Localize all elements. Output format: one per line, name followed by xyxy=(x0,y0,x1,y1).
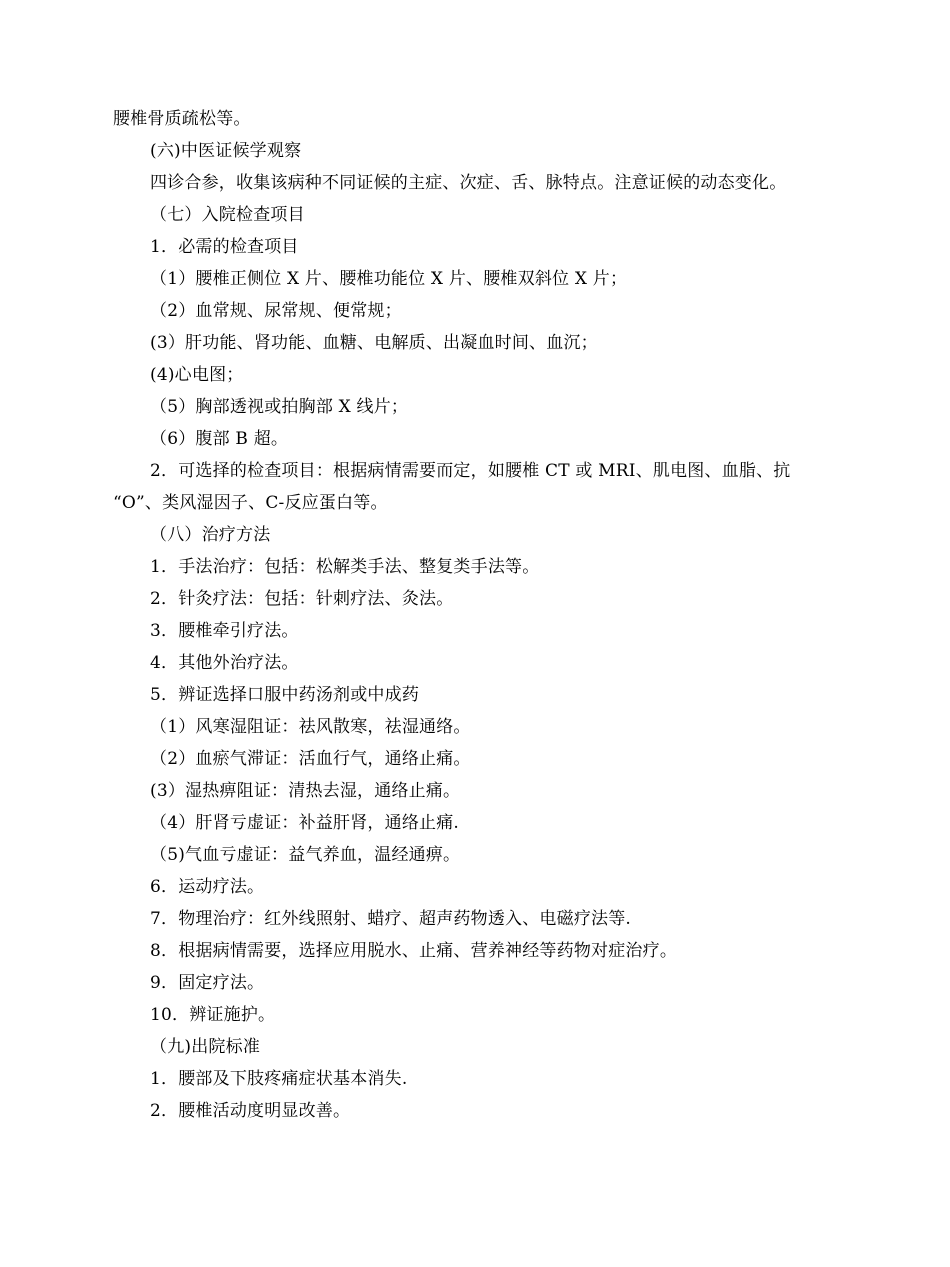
section-heading: （八）治疗方法 xyxy=(150,525,271,545)
text-line: 9．固定疗法。 xyxy=(150,973,265,993)
text-line: 2．针灸疗法：包括：针刺疗法、灸法。 xyxy=(150,589,454,609)
section-heading: （九)出院标准 xyxy=(150,1037,261,1057)
text-line: “O”、类风湿因子、C-反应蛋白等。 xyxy=(113,493,388,513)
text-line: （6）腹部 B 超。 xyxy=(150,429,289,449)
text-line: （4）肝肾亏虚证：补益肝肾，通络止痛. xyxy=(150,813,460,833)
text-line: 1．腰部及下肢疼痛症状基本消失. xyxy=(150,1069,408,1089)
section-heading: (六)中医证候学观察 xyxy=(150,141,302,161)
text-line: （1）风寒湿阻证：祛风散寒，祛湿通络。 xyxy=(150,717,471,737)
text-line: 2．可选择的检查项目：根据病情需要而定，如腰椎 CT 或 MRI、肌电图、血脂、抗 xyxy=(150,461,791,481)
text-line: 3．腰椎牵引疗法。 xyxy=(150,621,299,641)
text-line: （5）胸部透视或拍胸部 X 线片； xyxy=(150,397,409,417)
text-line: 6．运动疗法。 xyxy=(150,877,265,897)
text-line: （2）血瘀气滞证：活血行气，通络止痛。 xyxy=(150,749,471,769)
text-line: （1）腰椎正侧位 X 片、腰椎功能位 X 片、腰椎双斜位 X 片； xyxy=(150,269,628,289)
text-line: 四诊合参，收集该病种不同证候的主症、次症、舌、脉特点。注意证候的动态变化。 xyxy=(150,173,787,193)
text-line: 5．辨证选择口服中药汤剂或中成药 xyxy=(150,685,420,705)
text-line: 2．腰椎活动度明显改善。 xyxy=(150,1101,351,1121)
text-line: （2）血常规、尿常规、便常规； xyxy=(150,301,402,321)
text-line: 1．必需的检查项目 xyxy=(150,237,299,257)
text-line: 4．其他外治疗法。 xyxy=(150,653,299,673)
text-line: (3）肝功能、肾功能、血糖、电解质、出凝血时间、血沉； xyxy=(150,333,598,353)
text-line: 10．辨证施护。 xyxy=(150,1005,276,1025)
text-line: (3）湿热痹阻证：清热去湿，通络止痛。 xyxy=(150,781,461,801)
text-line: 1．手法治疗：包括：松解类手法、整复类手法等。 xyxy=(150,557,540,577)
text-line: 腰椎骨质疏松等。 xyxy=(113,109,251,129)
text-line: （5)气血亏虚证：益气养血，温经通痹。 xyxy=(150,845,461,865)
section-heading: （七）入院检查项目 xyxy=(150,205,305,225)
text-line: (4)心电图； xyxy=(150,365,244,385)
text-line: 8．根据病情需要，选择应用脱水、止痛、营养神经等药物对症治疗。 xyxy=(150,941,678,961)
text-line: 7．物理治疗：红外线照射、蜡疗、超声药物透入、电磁疗法等. xyxy=(150,909,632,929)
